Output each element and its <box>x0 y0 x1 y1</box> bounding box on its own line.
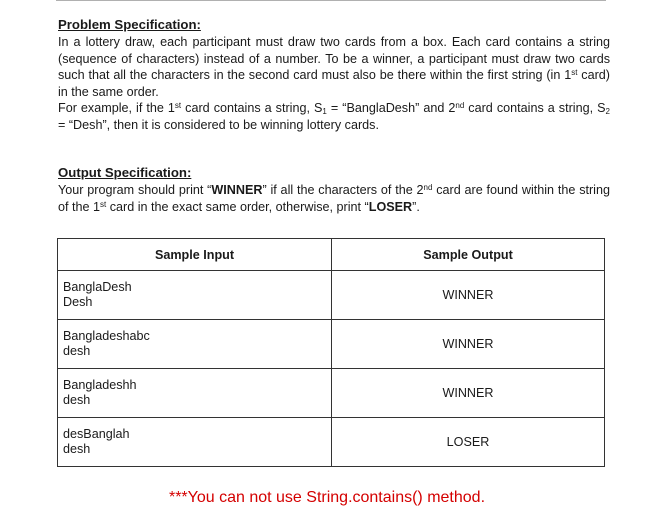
header-sample-output: Sample Output <box>332 239 605 271</box>
table-row <box>58 369 605 418</box>
table-row <box>58 271 605 320</box>
problem-paragraph-2: For example, if the 1st card contains a string, $S_1$ = “BanglaDesh” and 2nd card contains a string, $S_2$ = “Desh”, then it is considered to be winning lottery cards. <box>58 101 610 132</box>
top-divider <box>56 0 606 1</box>
sample-output-cell: WINNER <box>332 320 605 369</box>
input-line: desh <box>63 393 91 407</box>
problem-specification <box>58 17 610 134</box>
input-line: Bangladeshabc <box>63 329 150 343</box>
table-header-row <box>58 239 605 271</box>
input-line: BanglaDesh <box>63 280 132 294</box>
table-row <box>58 418 605 467</box>
sample-table <box>57 238 605 467</box>
sample-output-cell: LOSER <box>332 418 605 467</box>
sample-input-cell <box>58 418 332 467</box>
output-paragraph: Your program should print “WINNER” if all the characters of the 2nd card are found within the string of the 1st card in the exact same order, otherwise, print “LOSER”. <box>58 183 610 214</box>
output-heading: Output Specification: <box>58 165 192 180</box>
sample-output-cell: WINNER <box>332 369 605 418</box>
input-line: desBanglah <box>63 427 130 441</box>
input-line: Bangladeshh <box>63 378 137 392</box>
sample-input-cell <box>58 320 332 369</box>
problem-paragraph-1: In a lottery draw, each participant must draw two cards from a box. Each card contains a string (sequence of characters) instead of a number. To be a winner, a participant must draw two cards such that all the characters in the second card must also be there within the first string (in 1st card) in the same order. <box>58 35 610 99</box>
input-line: desh <box>63 442 91 456</box>
input-line: Desh <box>63 295 93 309</box>
input-line: desh <box>63 344 91 358</box>
header-sample-input: Sample Input <box>58 239 332 271</box>
output-specification <box>58 165 610 215</box>
sample-output-cell: WINNER <box>332 271 605 320</box>
restriction-note: ***You can not use String.contains() method. <box>168 489 486 506</box>
sample-input-cell <box>58 271 332 320</box>
table-row <box>58 320 605 369</box>
sample-input-cell <box>58 369 332 418</box>
problem-heading: Problem Specification: <box>58 17 201 32</box>
